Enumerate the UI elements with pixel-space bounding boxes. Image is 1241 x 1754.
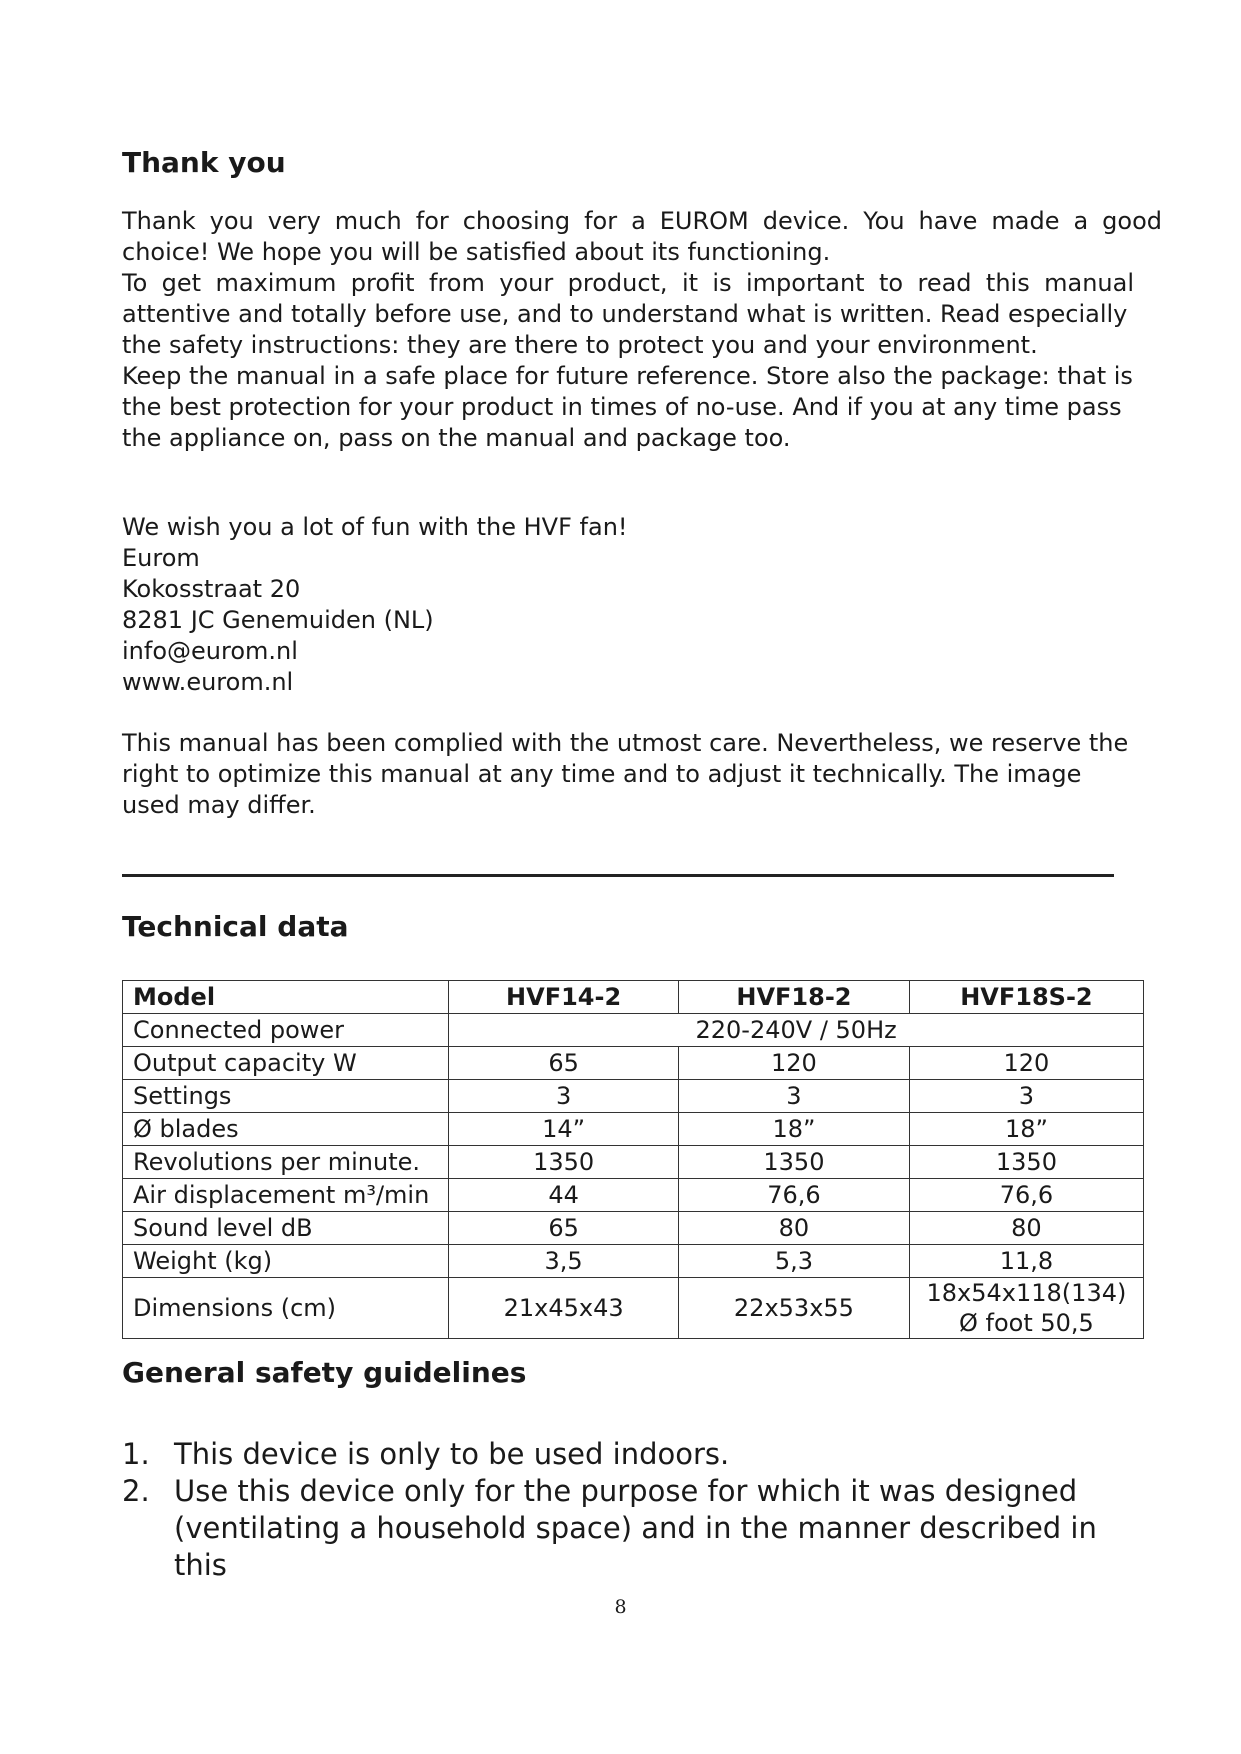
power-value: 220-240V / 50Hz — [449, 1014, 1144, 1047]
street-address: Kokosstraat 20 — [122, 575, 301, 603]
row-label: Settings — [123, 1080, 449, 1113]
table-row — [123, 1113, 1144, 1146]
table-cell: 22x53x55 — [679, 1278, 910, 1339]
list-number: 1. — [122, 1437, 150, 1471]
table-cell: 1350 — [679, 1146, 910, 1179]
text-line: Thank you very much for choosing for a EUROM device. You have made a good — [122, 207, 1162, 235]
list-text: This device is only to be used indoors. — [174, 1437, 730, 1471]
table-cell: 120 — [909, 1047, 1143, 1080]
row-label: Ø blades — [123, 1113, 449, 1146]
text-line: Keep the manual in a safe place for future reference. Store also the package: that is — [122, 362, 1133, 390]
text-line: This manual has been complied with the utmost care. Nevertheless, we reserve the — [122, 729, 1129, 757]
table-cell: 14” — [449, 1113, 679, 1146]
table-cell: 21x45x43 — [449, 1278, 679, 1339]
thank-you-paragraph — [122, 206, 1162, 454]
website-link[interactable]: www.eurom.nl — [122, 668, 294, 696]
dimension-line: 18x54x118(134) — [926, 1279, 1127, 1307]
table-cell: 3 — [679, 1080, 910, 1113]
table-row — [123, 1014, 1144, 1047]
text-line: the appliance on, pass on the manual and package too. — [122, 424, 791, 452]
text-line: attentive and totally before use, and to understand what is written. Read especially — [122, 300, 1128, 328]
section-divider — [122, 874, 1114, 877]
table-cell: 65 — [449, 1212, 679, 1245]
table-cell: 120 — [679, 1047, 910, 1080]
table-cell — [909, 1278, 1143, 1339]
table-row — [123, 1245, 1144, 1278]
text-line: choice! We hope you will be satisfied about its functioning. — [122, 238, 831, 266]
list-item — [122, 1436, 1122, 1473]
table-row — [123, 1146, 1144, 1179]
row-label: Connected power — [123, 1014, 449, 1047]
table-cell: 3 — [449, 1080, 679, 1113]
table-cell: 1350 — [909, 1146, 1143, 1179]
list-text: Use this device only for the purpose for which it was designed (ventilating a household space) and in the manner described in this — [174, 1474, 1097, 1582]
table-cell: 44 — [449, 1179, 679, 1212]
table-row — [123, 1179, 1144, 1212]
row-label: Air displacement m³/min — [123, 1179, 449, 1212]
text-line: used may differ. — [122, 791, 316, 819]
row-label: Sound level dB — [123, 1212, 449, 1245]
list-item — [122, 1473, 1122, 1584]
thank-you-heading: Thank you — [122, 146, 286, 179]
table-row — [123, 1278, 1144, 1339]
table-row — [123, 1080, 1144, 1113]
row-label: Revolutions per minute. — [123, 1146, 449, 1179]
row-label: Dimensions (cm) — [123, 1278, 449, 1339]
header-cell: HVF14-2 — [449, 981, 679, 1014]
row-label: Weight (kg) — [123, 1245, 449, 1278]
technical-data-table — [122, 980, 1144, 1339]
dimension-line: Ø foot 50,5 — [959, 1309, 1094, 1337]
text-line: the best protection for your product in times of no-use. And if you at any time pass — [122, 393, 1122, 421]
text-line: the safety instructions: they are there to protect you and your environment. — [122, 331, 1038, 359]
list-number: 2. — [122, 1474, 150, 1508]
table-cell: 11,8 — [909, 1245, 1143, 1278]
safety-heading: General safety guidelines — [122, 1356, 527, 1389]
row-label: Output capacity W — [123, 1047, 449, 1080]
email-link[interactable]: info@eurom.nl — [122, 637, 298, 665]
safety-list — [122, 1436, 1122, 1584]
table-cell: 65 — [449, 1047, 679, 1080]
table-cell: 18” — [679, 1113, 910, 1146]
text-line: right to optimize this manual at any time and to adjust it technically. The image — [122, 760, 1082, 788]
header-cell: HVF18S-2 — [909, 981, 1143, 1014]
table-row — [123, 1212, 1144, 1245]
header-cell: HVF18-2 — [679, 981, 910, 1014]
table-cell: 18” — [909, 1113, 1143, 1146]
table-cell: 3 — [909, 1080, 1143, 1113]
wish-text: We wish you a lot of fun with the HVF fan! — [122, 513, 628, 541]
disclaimer-paragraph — [122, 728, 1162, 821]
table-cell: 1350 — [449, 1146, 679, 1179]
table-row — [123, 1047, 1144, 1080]
header-cell: Model — [123, 981, 449, 1014]
table-cell: 80 — [679, 1212, 910, 1245]
city-address: 8281 JC Genemuiden (NL) — [122, 606, 434, 634]
table-cell: 80 — [909, 1212, 1143, 1245]
table-cell: 5,3 — [679, 1245, 910, 1278]
table-header-row — [123, 981, 1144, 1014]
company-name: Eurom — [122, 544, 200, 572]
contact-block — [122, 512, 1022, 698]
table-cell: 3,5 — [449, 1245, 679, 1278]
page-number: 8 — [614, 1596, 627, 1618]
technical-data-heading: Technical data — [122, 910, 349, 943]
table-cell: 76,6 — [909, 1179, 1143, 1212]
text-line: To get maximum profit from your product, it is important to read this manual — [122, 269, 1134, 297]
table-cell: 76,6 — [679, 1179, 910, 1212]
